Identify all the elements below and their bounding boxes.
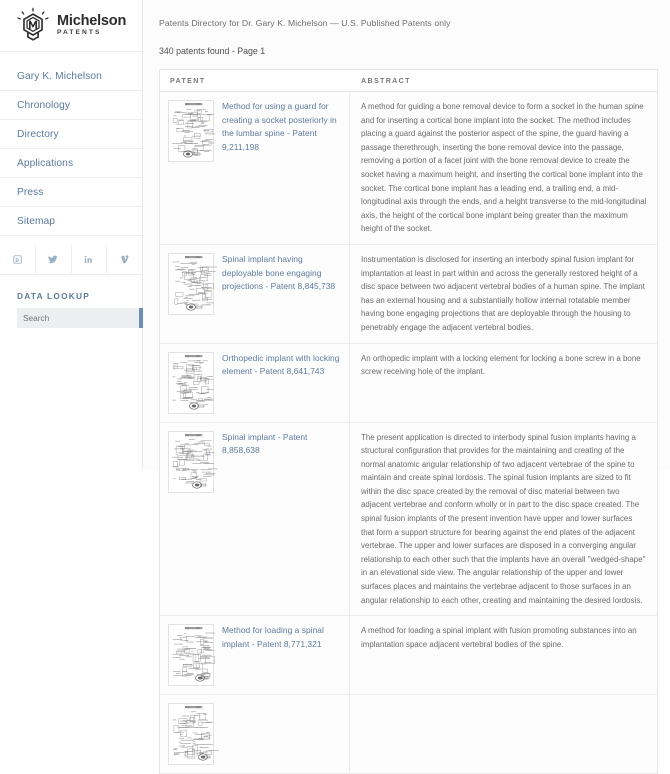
patent-cell <box>160 695 350 773</box>
column-header-abstract: ABSTRACT <box>361 76 411 85</box>
patents-table <box>159 69 658 774</box>
sidebar-item-press[interactable]: Press <box>0 178 142 207</box>
linkedin-icon <box>84 255 93 264</box>
page-subtitle: Patents Directory for Dr. Gary K. Michelson — U.S. Published Patents only <box>159 18 451 28</box>
patent-drawing-thumbnail[interactable] <box>168 352 214 414</box>
table-row <box>160 695 657 774</box>
vimeo-icon <box>120 255 130 264</box>
table-body <box>160 92 657 774</box>
twitter-icon <box>48 255 58 264</box>
main-content <box>143 0 670 649</box>
sidebar-item-gary-k-michelson[interactable]: Gary K. Michelson <box>0 62 142 91</box>
patent-drawing-thumbnail[interactable] <box>168 624 214 686</box>
twitter-link[interactable] <box>36 245 72 274</box>
brand-subtitle: PATENTS <box>57 29 102 37</box>
table-row <box>160 92 657 245</box>
patent-title-link[interactable]: Spinal implant - Patent 8,858,638 <box>222 431 308 456</box>
patent-cell <box>160 616 350 694</box>
search-input[interactable] <box>17 308 139 328</box>
patent-cell <box>160 344 350 422</box>
column-header-patent: PATENT <box>170 76 206 85</box>
patent-drawing-thumbnail[interactable] <box>168 703 214 765</box>
patent-abstract: Instrumentation is disclosed for inserting an interbody spinal fusion implant for implantation at least in part within and across the generally restored height of a disc space between two adjacent vertebral bodies of a human spine. The implant has an external housing and a substantially hollow internal rotatable member having bone engaging projections that are deployable through the housing to penetrably engage the adjacent vertebral bodies. <box>361 254 645 332</box>
data-lookup-section <box>0 275 142 328</box>
patent-drawing-thumbnail[interactable] <box>168 253 214 315</box>
patent-title-link[interactable]: Method for loading a spinal implant - Patent 8,771,321 <box>222 625 324 649</box>
sidebar-item-chronology[interactable]: Chronology <box>0 91 142 120</box>
table-row <box>160 344 657 423</box>
search-row <box>17 308 121 328</box>
data-lookup-title: DATA LOOKUP <box>17 291 91 301</box>
table-row <box>160 245 657 344</box>
rss-icon <box>13 255 22 264</box>
linkedin-link[interactable] <box>72 245 108 274</box>
sidebar-nav <box>0 62 142 236</box>
patent-title-link[interactable]: Orthopedic implant with locking element - Patent 8,641,743 <box>222 352 340 377</box>
patent-title-link[interactable]: Spinal implant having deployable bone engaging projections - Patent 8,845,738 <box>222 253 336 292</box>
patent-cell <box>160 245 350 343</box>
table-row <box>160 616 657 695</box>
patent-abstract: A method for guiding a bone removal device to form a socket in the human spine and for inserting a cortical bone implant into the socket. The method includes placing a guard against the posterior aspect of the spine, the guard having a passage therethrough, inserting the bone removal device into the passage, removing a portion of a facet joint with the bone removal device to create the socket having a maximum height, and inserting the cortical bone implant into the socket. The cortical bone implant has a leading end, a trailing end, a mid-longitudinal axis through the ends, and a height transverse to the mid-longitudinal axis, the height of the cortical bone implant being greater than the maximum height of the socket. <box>361 102 647 234</box>
patent-cell <box>160 92 350 244</box>
table-header <box>160 70 657 92</box>
sidebar-item-applications[interactable]: Applications <box>0 149 142 178</box>
vimeo-link[interactable] <box>107 245 142 274</box>
sidebar-item-directory[interactable]: Directory <box>0 120 142 149</box>
patent-abstract <box>350 695 657 773</box>
patent-title-link[interactable]: Method for using a guard for creating a socket posteriorly in the lumbar spine - Patent 9,211,198 <box>222 101 337 152</box>
sidebar <box>0 0 143 470</box>
patent-abstract: An orthopedic implant with a locking element for locking a bone screw in a bone screw receiving hole of the implant. <box>361 353 641 377</box>
sidebar-item-sitemap[interactable]: Sitemap <box>0 207 142 236</box>
rss-link[interactable] <box>0 245 36 274</box>
patent-cell <box>160 423 350 616</box>
brand-logo[interactable] <box>0 0 142 52</box>
results-count: 340 patents found - Page 1 <box>159 46 266 56</box>
patent-drawing-thumbnail[interactable] <box>168 100 214 162</box>
brand-name: Michelson <box>57 12 127 29</box>
social-links <box>0 245 142 275</box>
patent-drawing-thumbnail[interactable] <box>168 431 214 493</box>
patent-abstract: A method for loading a spinal implant with fusion promoting substances into an implantation space adjacent vertebral bodies of the spine. <box>361 626 637 649</box>
patent-abstract: The present application is directed to interbody spinal fusion implants having a structural configuration that provides for the maintaining and creating of the normal anatomic angular relationship of two adjacent vertebrae of the spine to maintain and create spinal lordosis. The spinal fusion implants are sized to fit within the disc space created by the removal of disc material between two adjacent vertebrae and conform wholly or in part to the disc space created. The spinal fusion implants of the present invention have upper and lower surfaces that form a support structure for bearing against the end plates of the adjacent vertebrae. The upper and lower surfaces are disposed in a converging angular relationship to each other such that the implants have an overall "wedged-shape" in an elevational side view. The angular relationship of the upper and lower surfaces places and maintains the vertebrae adjacent to those surfaces in an angular relationship to each other, creating and maintaining the desired lordosis. <box>361 432 646 605</box>
hexagon-m-logo-icon <box>14 7 52 45</box>
table-row <box>160 423 657 617</box>
